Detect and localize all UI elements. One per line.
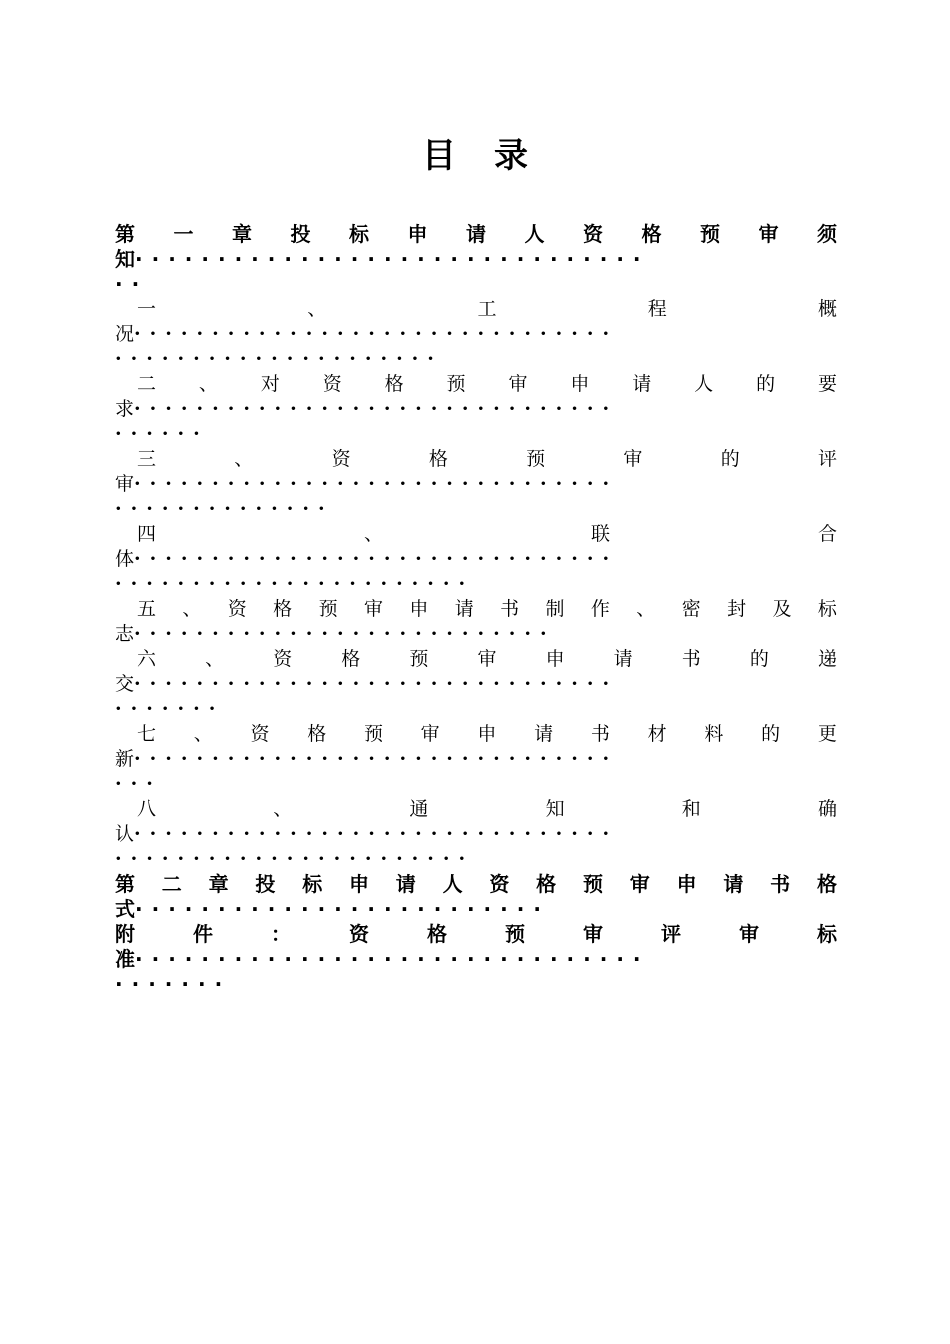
leader-dots-continued: ····················· bbox=[115, 348, 443, 370]
leader-dots: ······························· bbox=[134, 673, 619, 695]
leader-dots-continued: ·············· bbox=[115, 498, 334, 520]
toc-entry-last-char: 志 bbox=[115, 623, 135, 645]
toc-entry-leader bbox=[115, 672, 837, 697]
toc-entry-title: 八 、 通 知 和 确 bbox=[137, 798, 837, 820]
leader-dots: ······························· bbox=[134, 323, 619, 345]
toc-section-entry[interactable] bbox=[115, 797, 837, 872]
leader-dots-continued: ······················· bbox=[115, 848, 475, 870]
toc-entry-last-char: 知 bbox=[115, 247, 135, 271]
toc-entry-title: 五 、 资 格 预 审 申 请 书 制 作 、 密 封 及 标 bbox=[137, 598, 837, 620]
leader-dots: ······························· bbox=[135, 247, 650, 271]
leader-dots-continued: ·· bbox=[115, 272, 149, 296]
toc-entry-leader bbox=[115, 397, 837, 422]
toc-section-entry[interactable] bbox=[115, 647, 837, 722]
toc-section-entry[interactable] bbox=[115, 722, 837, 797]
leader-dots: ······························· bbox=[134, 823, 619, 845]
leader-dots-continued: ··· bbox=[115, 773, 162, 795]
leader-dots: ······························· bbox=[135, 947, 650, 971]
toc-entry-leader bbox=[115, 472, 837, 497]
leader-dots: ··························· bbox=[134, 623, 556, 645]
toc-entry-leader bbox=[115, 747, 837, 772]
leader-dots-continued: ······· bbox=[115, 698, 225, 720]
page-title: 目录 bbox=[422, 136, 566, 176]
toc-entry-last-char: 准 bbox=[115, 947, 135, 971]
toc-entry-leader bbox=[115, 822, 837, 847]
toc-entry-last-char: 审 bbox=[115, 473, 135, 495]
toc-entry-last-char: 体 bbox=[115, 548, 135, 570]
toc-section-entry[interactable] bbox=[115, 297, 837, 372]
toc-entry-last-char: 认 bbox=[115, 823, 135, 845]
leader-dots-continued: ······· bbox=[115, 972, 232, 996]
toc-section-entry[interactable] bbox=[115, 447, 837, 522]
leader-dots-continued: ······················· bbox=[115, 573, 475, 595]
leader-dots: ························· bbox=[135, 897, 550, 921]
leader-dots: ······························· bbox=[134, 748, 619, 770]
leader-dots: ······························· bbox=[134, 398, 619, 420]
toc-entry-last-char: 况 bbox=[115, 323, 135, 345]
leader-dots: ······························· bbox=[134, 473, 619, 495]
toc-entry-last-char: 新 bbox=[115, 748, 135, 770]
toc-entry-leader bbox=[115, 322, 837, 347]
toc-chapter-entry[interactable] bbox=[115, 922, 837, 997]
toc-entry-leader bbox=[115, 547, 837, 572]
toc-entry-title: 七 、 资 格 预 审 申 请 书 材 料 的 更 bbox=[137, 723, 837, 745]
toc-entry-title: 二 、 对 资 格 预 审 申 请 人 的 要 bbox=[137, 373, 837, 395]
toc-chapter-entry[interactable] bbox=[115, 872, 837, 922]
toc-entry-title: 六 、 资 格 预 审 申 请 书 的 递 bbox=[137, 648, 837, 670]
toc-entry-last-char: 式 bbox=[115, 897, 135, 921]
toc-entry-title: 四 、 联 合 bbox=[137, 523, 837, 545]
toc-section-entry[interactable] bbox=[115, 597, 837, 647]
toc-entry-title: 三 、 资 格 预 审 的 评 bbox=[137, 448, 837, 470]
toc-section-entry[interactable] bbox=[115, 522, 837, 597]
toc-entry-title: 附 件 ： 资 格 预 审 评 审 标 bbox=[115, 922, 837, 946]
leader-dots: ······························· bbox=[134, 548, 619, 570]
toc-entry-leader bbox=[115, 947, 837, 972]
toc-chapter-entry[interactable] bbox=[115, 222, 837, 297]
toc-entry-title: 第 二 章 投 标 申 请 人 资 格 预 审 申 请 书 格 bbox=[115, 872, 837, 896]
toc-entry-leader bbox=[115, 622, 837, 647]
toc-entry-last-char: 求 bbox=[115, 398, 135, 420]
toc-entry-leader bbox=[115, 897, 837, 922]
toc-section-entry[interactable] bbox=[115, 372, 837, 447]
table-of-contents bbox=[115, 222, 837, 997]
leader-dots-continued: ······ bbox=[115, 423, 209, 445]
toc-entry-title: 第 一 章 投 标 申 请 人 资 格 预 审 须 bbox=[115, 222, 837, 246]
toc-entry-title: 一 、 工 程 概 bbox=[137, 298, 837, 320]
toc-entry-last-char: 交 bbox=[115, 673, 135, 695]
toc-entry-leader bbox=[115, 247, 837, 272]
